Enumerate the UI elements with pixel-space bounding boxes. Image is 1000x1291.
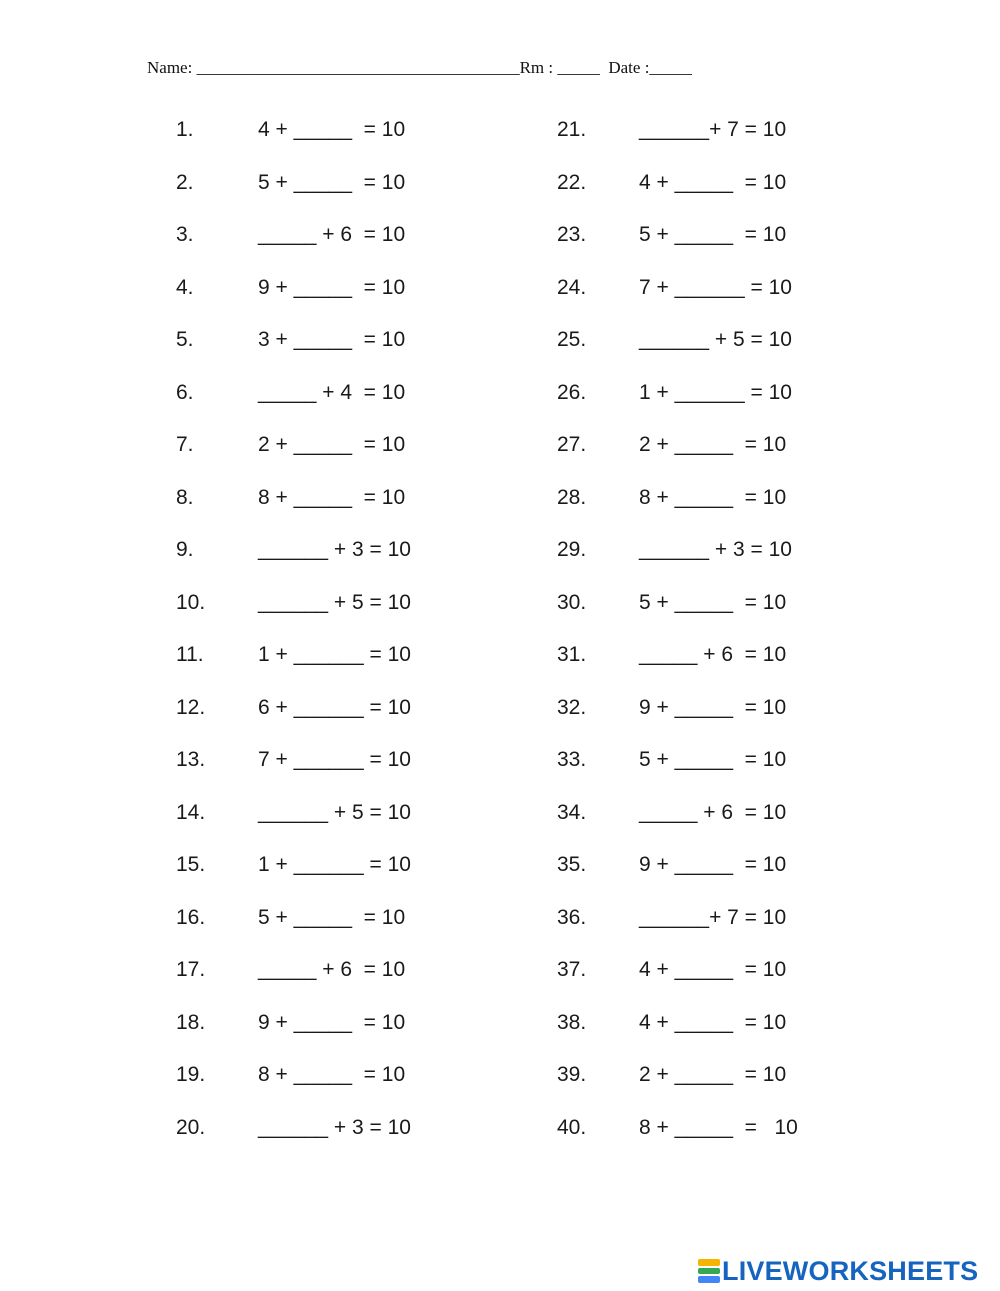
problem-equation[interactable]: 7 + ______ = 10	[639, 275, 792, 299]
problem-equation[interactable]: 5 + _____ = 10	[639, 590, 787, 614]
problem-equation[interactable]: 8 + _____ = 10	[639, 1115, 798, 1139]
problem-number: 5.	[176, 328, 194, 351]
student-info-header: Name: ______________________________________Rm : _____ Date :_____	[147, 58, 692, 77]
problem-number: 38.	[557, 1010, 587, 1034]
problem-equation[interactable]: 2 + _____ = 10	[258, 433, 406, 456]
problem-equation[interactable]: 9 + _____ = 10	[639, 695, 787, 719]
problem-equation[interactable]: ______+ 7 = 10	[639, 905, 787, 929]
problem-number: 21.	[557, 118, 587, 141]
problem-equation[interactable]: 5 + _____ = 10	[639, 223, 787, 246]
problem-number: 37.	[557, 958, 587, 981]
problem-number: 25.	[557, 328, 587, 351]
problem-number: 20.	[176, 1115, 206, 1139]
problem-number: 36.	[557, 905, 587, 929]
problem-number: 40.	[557, 1115, 587, 1139]
problem-number: 18.	[176, 1010, 206, 1034]
problem-number: 1.	[176, 118, 194, 141]
problem-equation[interactable]: 5 + _____ = 10	[639, 748, 787, 771]
problem-equation[interactable]: 5 + _____ = 10	[258, 905, 406, 929]
problem-equation[interactable]: ______ + 3 = 10	[258, 1115, 411, 1139]
problem-equation[interactable]: 4 + _____ = 10	[258, 118, 406, 141]
problem-number: 23.	[557, 223, 587, 246]
problem-number: 32.	[557, 695, 587, 719]
problem-equation[interactable]: 8 + _____ = 10	[639, 485, 787, 509]
problem-number: 10.	[176, 590, 206, 614]
problem-number: 13.	[176, 748, 206, 771]
problem-number: 15.	[176, 853, 206, 876]
liveworksheets-logo-icon	[698, 1258, 720, 1284]
problem-number: 34.	[557, 800, 587, 824]
problem-number: 31.	[557, 643, 587, 666]
problem-equation[interactable]: 8 + _____ = 10	[258, 485, 406, 509]
problem-equation[interactable]: 4 + _____ = 10	[639, 1010, 787, 1034]
problem-number: 19.	[176, 1063, 206, 1086]
problem-number: 4.	[176, 275, 194, 299]
problem-number: 9.	[176, 538, 194, 561]
problem-equation[interactable]: 6 + ______ = 10	[258, 695, 411, 719]
problem-equation[interactable]: 2 + _____ = 10	[639, 1063, 787, 1086]
problem-equation[interactable]: 8 + _____ = 10	[258, 1063, 406, 1086]
problem-equation[interactable]: 9 + _____ = 10	[258, 1010, 406, 1034]
problem-number: 26.	[557, 380, 587, 404]
problem-number: 24.	[557, 275, 587, 299]
problem-equation[interactable]: 9 + _____ = 10	[258, 275, 406, 299]
problem-number: 12.	[176, 695, 206, 719]
problem-equation[interactable]: 4 + _____ = 10	[639, 170, 787, 194]
problem-equation[interactable]: 4 + _____ = 10	[639, 958, 787, 981]
problem-number: 17.	[176, 958, 206, 981]
problem-equation[interactable]: 1 + ______ = 10	[639, 380, 792, 404]
problem-number: 8.	[176, 485, 194, 509]
problem-number: 11.	[176, 643, 204, 666]
liveworksheets-logo[interactable]	[698, 1256, 978, 1286]
problem-number: 22.	[557, 170, 587, 194]
problem-equation[interactable]: 3 + _____ = 10	[258, 328, 406, 351]
problem-equation[interactable]: 1 + ______ = 10	[258, 853, 411, 876]
problem-number: 7.	[176, 433, 194, 456]
problem-equation[interactable]: ______ + 3 = 10	[639, 538, 792, 561]
problem-number: 27.	[557, 433, 587, 456]
problem-equation[interactable]: ______ + 3 = 10	[258, 538, 411, 561]
problem-number: 39.	[557, 1063, 587, 1086]
problem-equation[interactable]: ______+ 7 = 10	[639, 118, 787, 141]
problem-number: 28.	[557, 485, 587, 509]
problem-number: 14.	[176, 800, 206, 824]
problem-equation[interactable]: 2 + _____ = 10	[639, 433, 787, 456]
problem-equation[interactable]: _____ + 6 = 10	[639, 643, 787, 666]
problem-number: 3.	[176, 223, 194, 246]
problem-number: 29.	[557, 538, 587, 561]
problem-equation[interactable]: 1 + ______ = 10	[258, 643, 411, 666]
problem-equation[interactable]: ______ + 5 = 10	[258, 590, 411, 614]
problem-equation[interactable]: 7 + ______ = 10	[258, 748, 411, 771]
problem-equation[interactable]: _____ + 6 = 10	[639, 800, 787, 824]
problem-number: 30.	[557, 590, 587, 614]
problem-number: 6.	[176, 380, 194, 404]
problem-equation[interactable]: ______ + 5 = 10	[639, 328, 792, 351]
problem-equation[interactable]: _____ + 4 = 10	[258, 380, 406, 404]
problem-number: 16.	[176, 905, 206, 929]
problem-number: 35.	[557, 853, 587, 876]
problem-equation[interactable]: ______ + 5 = 10	[258, 800, 411, 824]
problem-equation[interactable]: 9 + _____ = 10	[639, 853, 787, 876]
problem-equation[interactable]: _____ + 6 = 10	[258, 958, 406, 981]
problem-equation[interactable]: 5 + _____ = 10	[258, 170, 406, 194]
logo-text: LIVEWORKSHEETS	[722, 1255, 979, 1286]
problem-equation[interactable]: _____ + 6 = 10	[258, 223, 406, 246]
problem-number: 33.	[557, 748, 587, 771]
problem-number: 2.	[176, 170, 194, 194]
